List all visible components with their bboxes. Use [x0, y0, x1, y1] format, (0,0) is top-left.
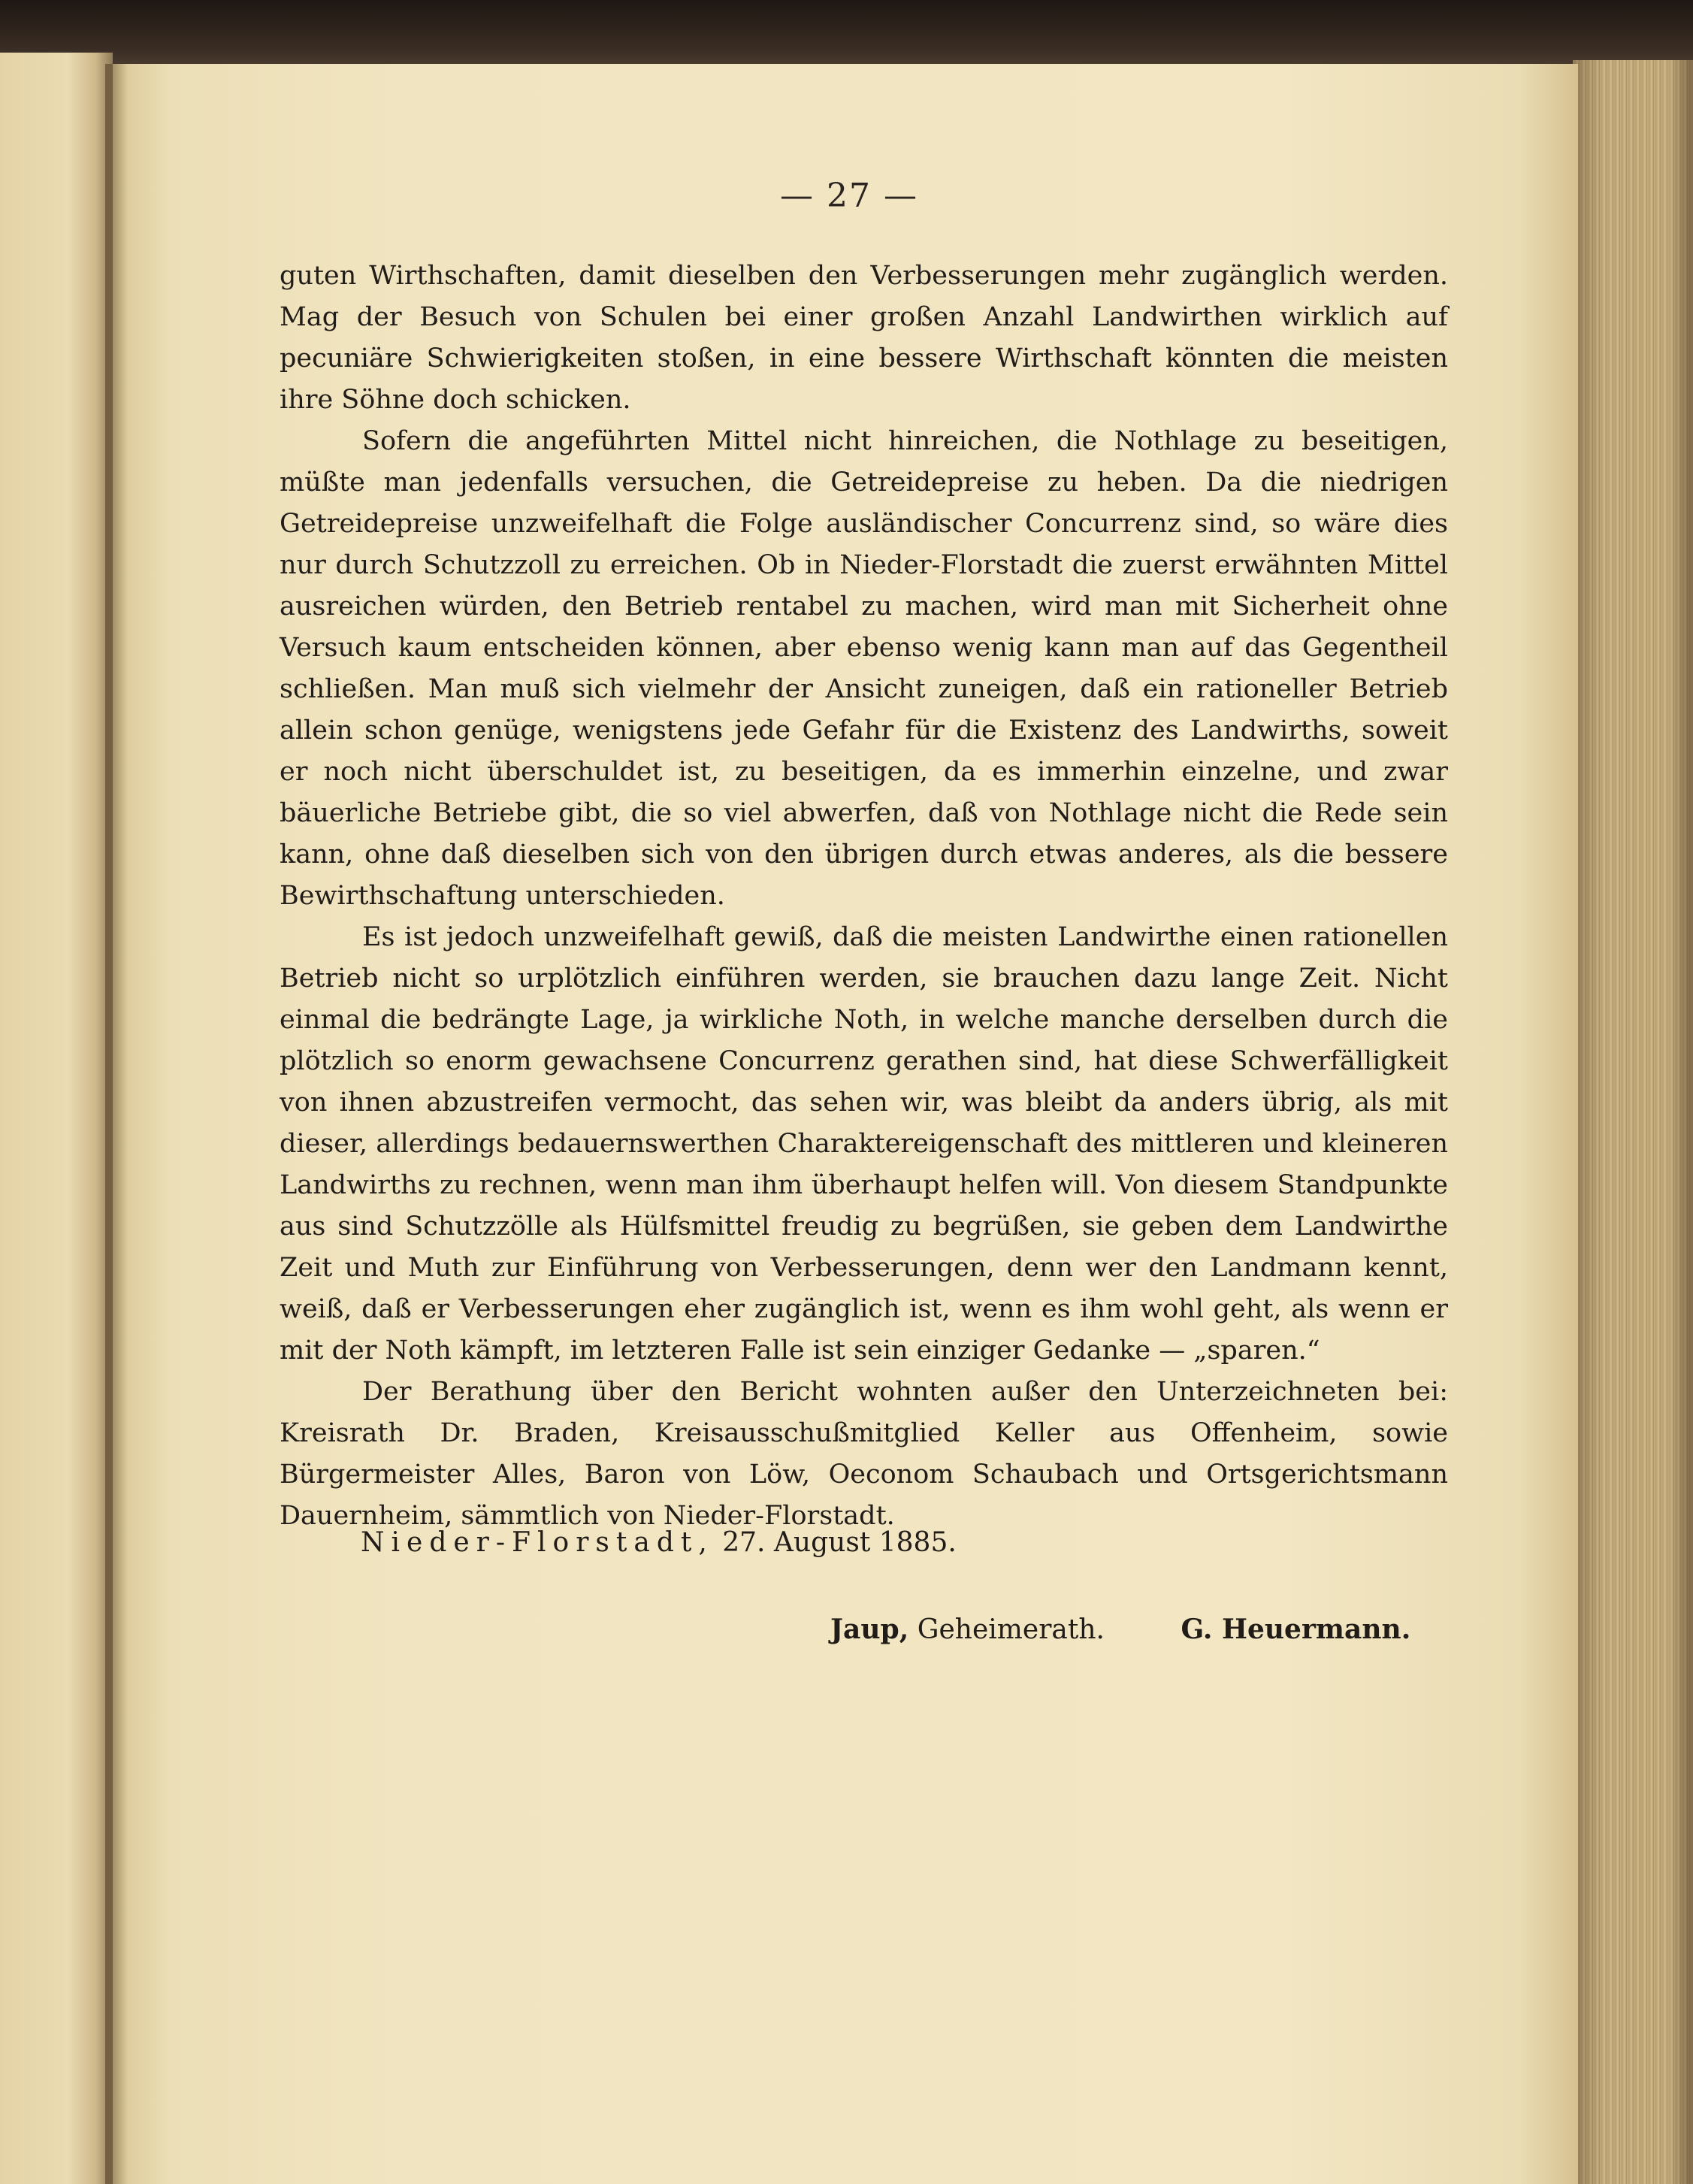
- paragraph-3: Es ist jedoch unzweifelhaft gewiß, daß die meisten Landwirthe einen rationellen Betrieb nicht so urplötzlich einführen werden, sie brauchen dazu lange Zeit. Nicht einmal die bedrängte Lage, ja wirkliche Noth, in welche manche derselben durch die plötzlich so enorm gewachsene Concurrenz gerathen sind, hat diese Schwerfälligkeit von ihnen abzustreifen vermocht, das sehen wir, was bleibt da anders übrig, als mit dieser, allerdings bedauernswerthen Charaktereigenschaft des mittleren und kleineren Landwirths zu rechnen, wenn man ihm überhaupt helfen will. Von diesem Standpunkte aus sind Schutzzölle als Hülfsmittel freudig zu begrüßen, sie geben dem Landwirthe Zeit und Muth zur Einführung von Verbesserungen, denn wer den Landmann kennt, weiß, daß er Verbesserungen eher zugänglich ist, wenn es ihm wohl geht, als wenn er mit der Noth kämpft, im letzteren Falle ist sein einziger Gedanke — „sparen.“: [280, 922, 1448, 1366]
- body-text: [280, 256, 1448, 1537]
- date-place: Nieder-Florstadt,: [361, 1527, 714, 1558]
- paragraph-2: Sofern die angeführten Mittel nicht hinreichen, die Nothlage zu beseitigen, müßte man jedenfalls versuchen, die Getreidepreise zu heben. Da die niedrigen Getreidepreise unzweifelhaft die Folge ausländischer Concurrenz sind, so wäre dies nur durch Schutzzoll zu erreichen. Ob in Nieder-Florstadt die zuerst erwähnten Mittel ausreichen würden, den Betrieb rentabel zu machen, wird man mit Sicherheit ohne Versuch kaum entscheiden können, aber ebenso wenig kann man auf das Gegentheil schließen. Man muß sich vielmehr der Ansicht zuneigen, daß ein rationeller Betrieb allein schon genüge, wenigstens jede Gefahr für die Existenz des Landwirths, soweit er noch nicht überschuldet ist, zu beseitigen, da es immerhin einzelne, und zwar bäuerliche Betriebe gibt, die so viel abwerfen, daß von Nothlage nicht die Rede sein kann, ohne daß dieselben sich von den übrigen durch etwas anderes, als die bessere Bewirthschaftung unterschieden.: [280, 426, 1448, 911]
- signatures: [830, 1614, 1410, 1645]
- paragraph-4: Der Berathung über den Bericht wohnten außer den Unterzeichneten bei: Kreisrath Dr. Braden, Kreisausschußmitglied Keller aus Offenheim, sowie Bürgermeister Alles, Baron von Löw, Oeconom Schaubach und Ortsgerichtsmann Dauernheim, sämmtlich von Nieder-Florstadt.: [280, 1377, 1448, 1531]
- signature-1-title: Geheimerath.: [917, 1614, 1105, 1645]
- previous-page-edge: [0, 53, 113, 2184]
- signature-2-name: G. Heuermann.: [1181, 1614, 1411, 1645]
- date-value: 27. August 1885.: [722, 1527, 957, 1558]
- gutter-shadow: [105, 64, 128, 2184]
- page-number: — 27 —: [780, 177, 918, 215]
- page-stack-shadow: [1573, 60, 1693, 2184]
- paragraph-1: guten Wirthschaften, damit dieselben den Verbesserungen mehr zugänglich werden. Mag der Besuch von Schulen bei einer großen Anzahl Landwirthen wirklich auf pecuniäre Schwierigkeiten stoßen, in eine bessere Wirthschaft könnten die meisten ihre Söhne doch schicken.: [280, 261, 1448, 415]
- signature-1-name: Jaup,: [830, 1614, 909, 1645]
- date-line: [361, 1527, 957, 1558]
